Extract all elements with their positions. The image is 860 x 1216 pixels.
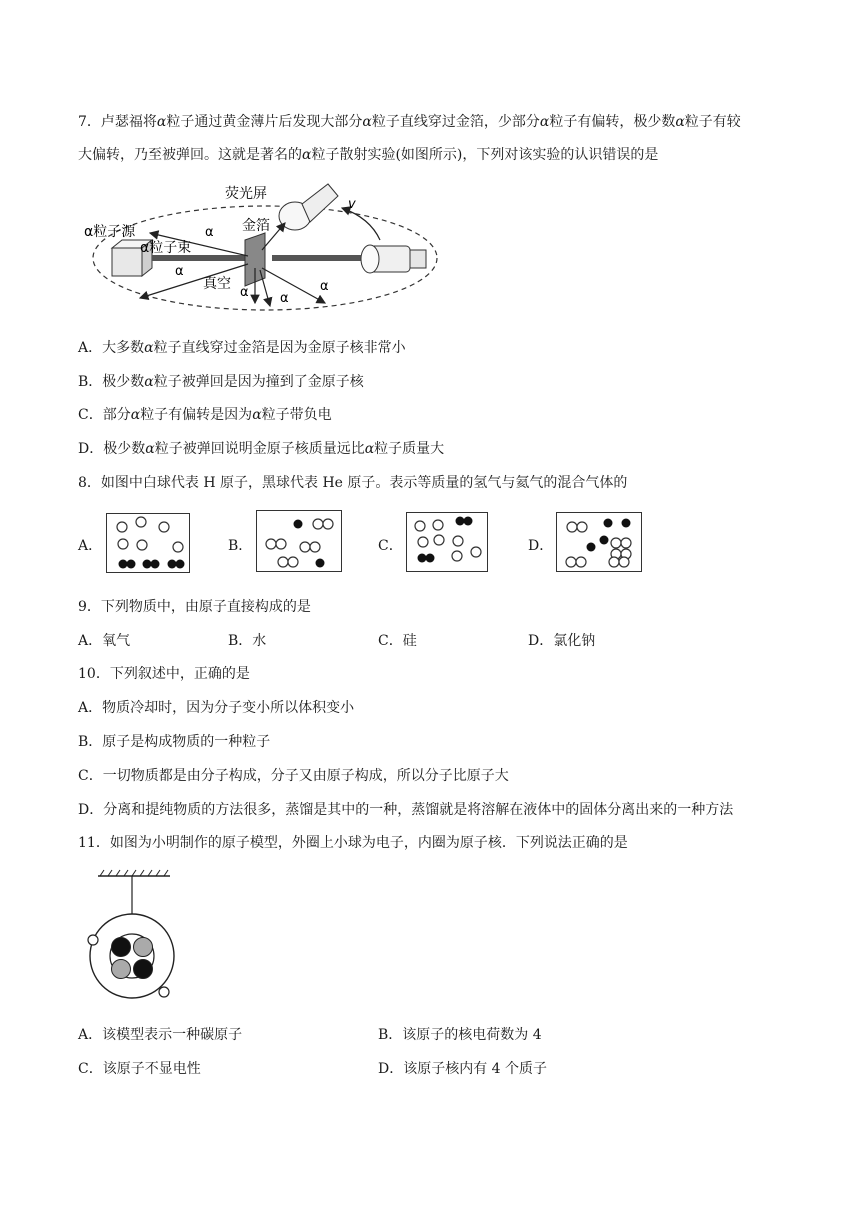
q8-option-c-label[interactable]: C． [378, 538, 403, 554]
q8-option-a-box[interactable] [106, 513, 190, 573]
alpha-symbol: α [302, 147, 312, 163]
q10-option-c[interactable]: C．一切物质都是由分子构成，分子又由原子构成，所以分子比原子大 [78, 768, 509, 784]
q9-option-d[interactable]: D．氯化钠 [528, 633, 596, 649]
electron [159, 987, 169, 997]
q7-option-c[interactable]: C．部分α粒子有偏转是因为α粒子带负电 [78, 407, 332, 423]
alpha-scattering-figure [80, 178, 440, 318]
q7-stem-line-2: 大偏转，乃至被弹回。这就是著名的α粒子散射实验(如图所示)，下列对该实验的认识错误的是 [78, 147, 659, 163]
detector-top [279, 184, 338, 230]
electron [88, 935, 98, 945]
q8-option-b-label[interactable]: B． [228, 538, 253, 554]
alpha-symbol: α [539, 114, 550, 130]
q9-option-a[interactable]: A．氧气 [78, 633, 131, 649]
q11-option-c[interactable]: C．该原子不显电性 [78, 1061, 201, 1077]
q7-option-b[interactable]: B．极少数α粒子被弹回是因为撞到了金原子核 [78, 374, 364, 390]
q10-option-b[interactable]: B．原子是构成物质的一种粒子 [78, 734, 271, 750]
q11-option-a[interactable]: A．该模型表示一种碳原子 [78, 1027, 243, 1043]
alpha-mark: α [320, 279, 329, 294]
alpha-mark: α [280, 291, 289, 306]
q9-stem: 9．下列物质中，由原子直接构成的是 [78, 599, 311, 615]
label-beam: α粒子束 [140, 240, 192, 256]
q10-stem: 10．下列叙述中，正确的是 [78, 666, 250, 682]
q8-option-d-label[interactable]: D． [528, 538, 554, 554]
q11-option-d[interactable]: D．该原子核内有 4 个质子 [378, 1061, 548, 1077]
q8-option-d-box[interactable] [556, 512, 642, 572]
q9-option-b[interactable]: B．水 [228, 633, 267, 649]
alpha-mark: α [240, 285, 249, 300]
q9-option-c[interactable]: C．硅 [378, 633, 417, 649]
alpha-mark: α [205, 225, 214, 240]
label-source: α粒子源 [84, 224, 136, 240]
alpha-mark: α [175, 264, 184, 279]
alpha-beam-through [272, 255, 362, 261]
detector-right [361, 245, 426, 273]
q7-stem-line-1: 7．卢瑟福将α粒子通过黄金薄片后发现大部分α粒子直线穿过金箔，少部分α粒子有偏转，极少数α粒子有较 [78, 114, 741, 130]
q8-option-c-box[interactable] [406, 512, 488, 572]
q8-option-a-label[interactable]: A． [78, 538, 103, 554]
label-screen: 荧光屏 [225, 186, 267, 202]
q7-option-a[interactable]: A．大多数α粒子直线穿过金箔是因为金原子核非常小 [78, 340, 406, 356]
q10-option-a[interactable]: A．物质冷却时，因为分子变小所以体积变小 [78, 700, 355, 716]
q11-stem: 11．如图为小明制作的原子模型，外圈上小球为电子，内圈为原子核．下列说法正确的是 [78, 835, 628, 851]
q10-option-d[interactable]: D．分离和提纯物质的方法很多，蒸馏是其中的一种，蒸馏就是将溶解在液体中的固体分离出来的一种方法 [78, 802, 734, 818]
label-foil: 金箔 [242, 218, 270, 234]
q11-option-b[interactable]: B．该原子的核电荷数为 4 [378, 1027, 542, 1043]
q7-option-d[interactable]: D．极少数α粒子被弹回说明金原子核质量远比α粒子质量大 [78, 441, 445, 457]
alpha-symbol: α [362, 114, 372, 130]
alpha-symbol: α [156, 114, 167, 130]
atom-model-figure [84, 868, 180, 1006]
q8-stem: 8．如图中白球代表 H 原子，黑球代表 He 原子。表示等质量的氢气与氦气的混合气体的 [78, 475, 628, 491]
label-vacuum: 真空 [203, 276, 231, 292]
alpha-symbol: α [675, 114, 685, 130]
q8-option-b-box[interactable] [256, 510, 342, 572]
label-v: v [348, 197, 356, 212]
